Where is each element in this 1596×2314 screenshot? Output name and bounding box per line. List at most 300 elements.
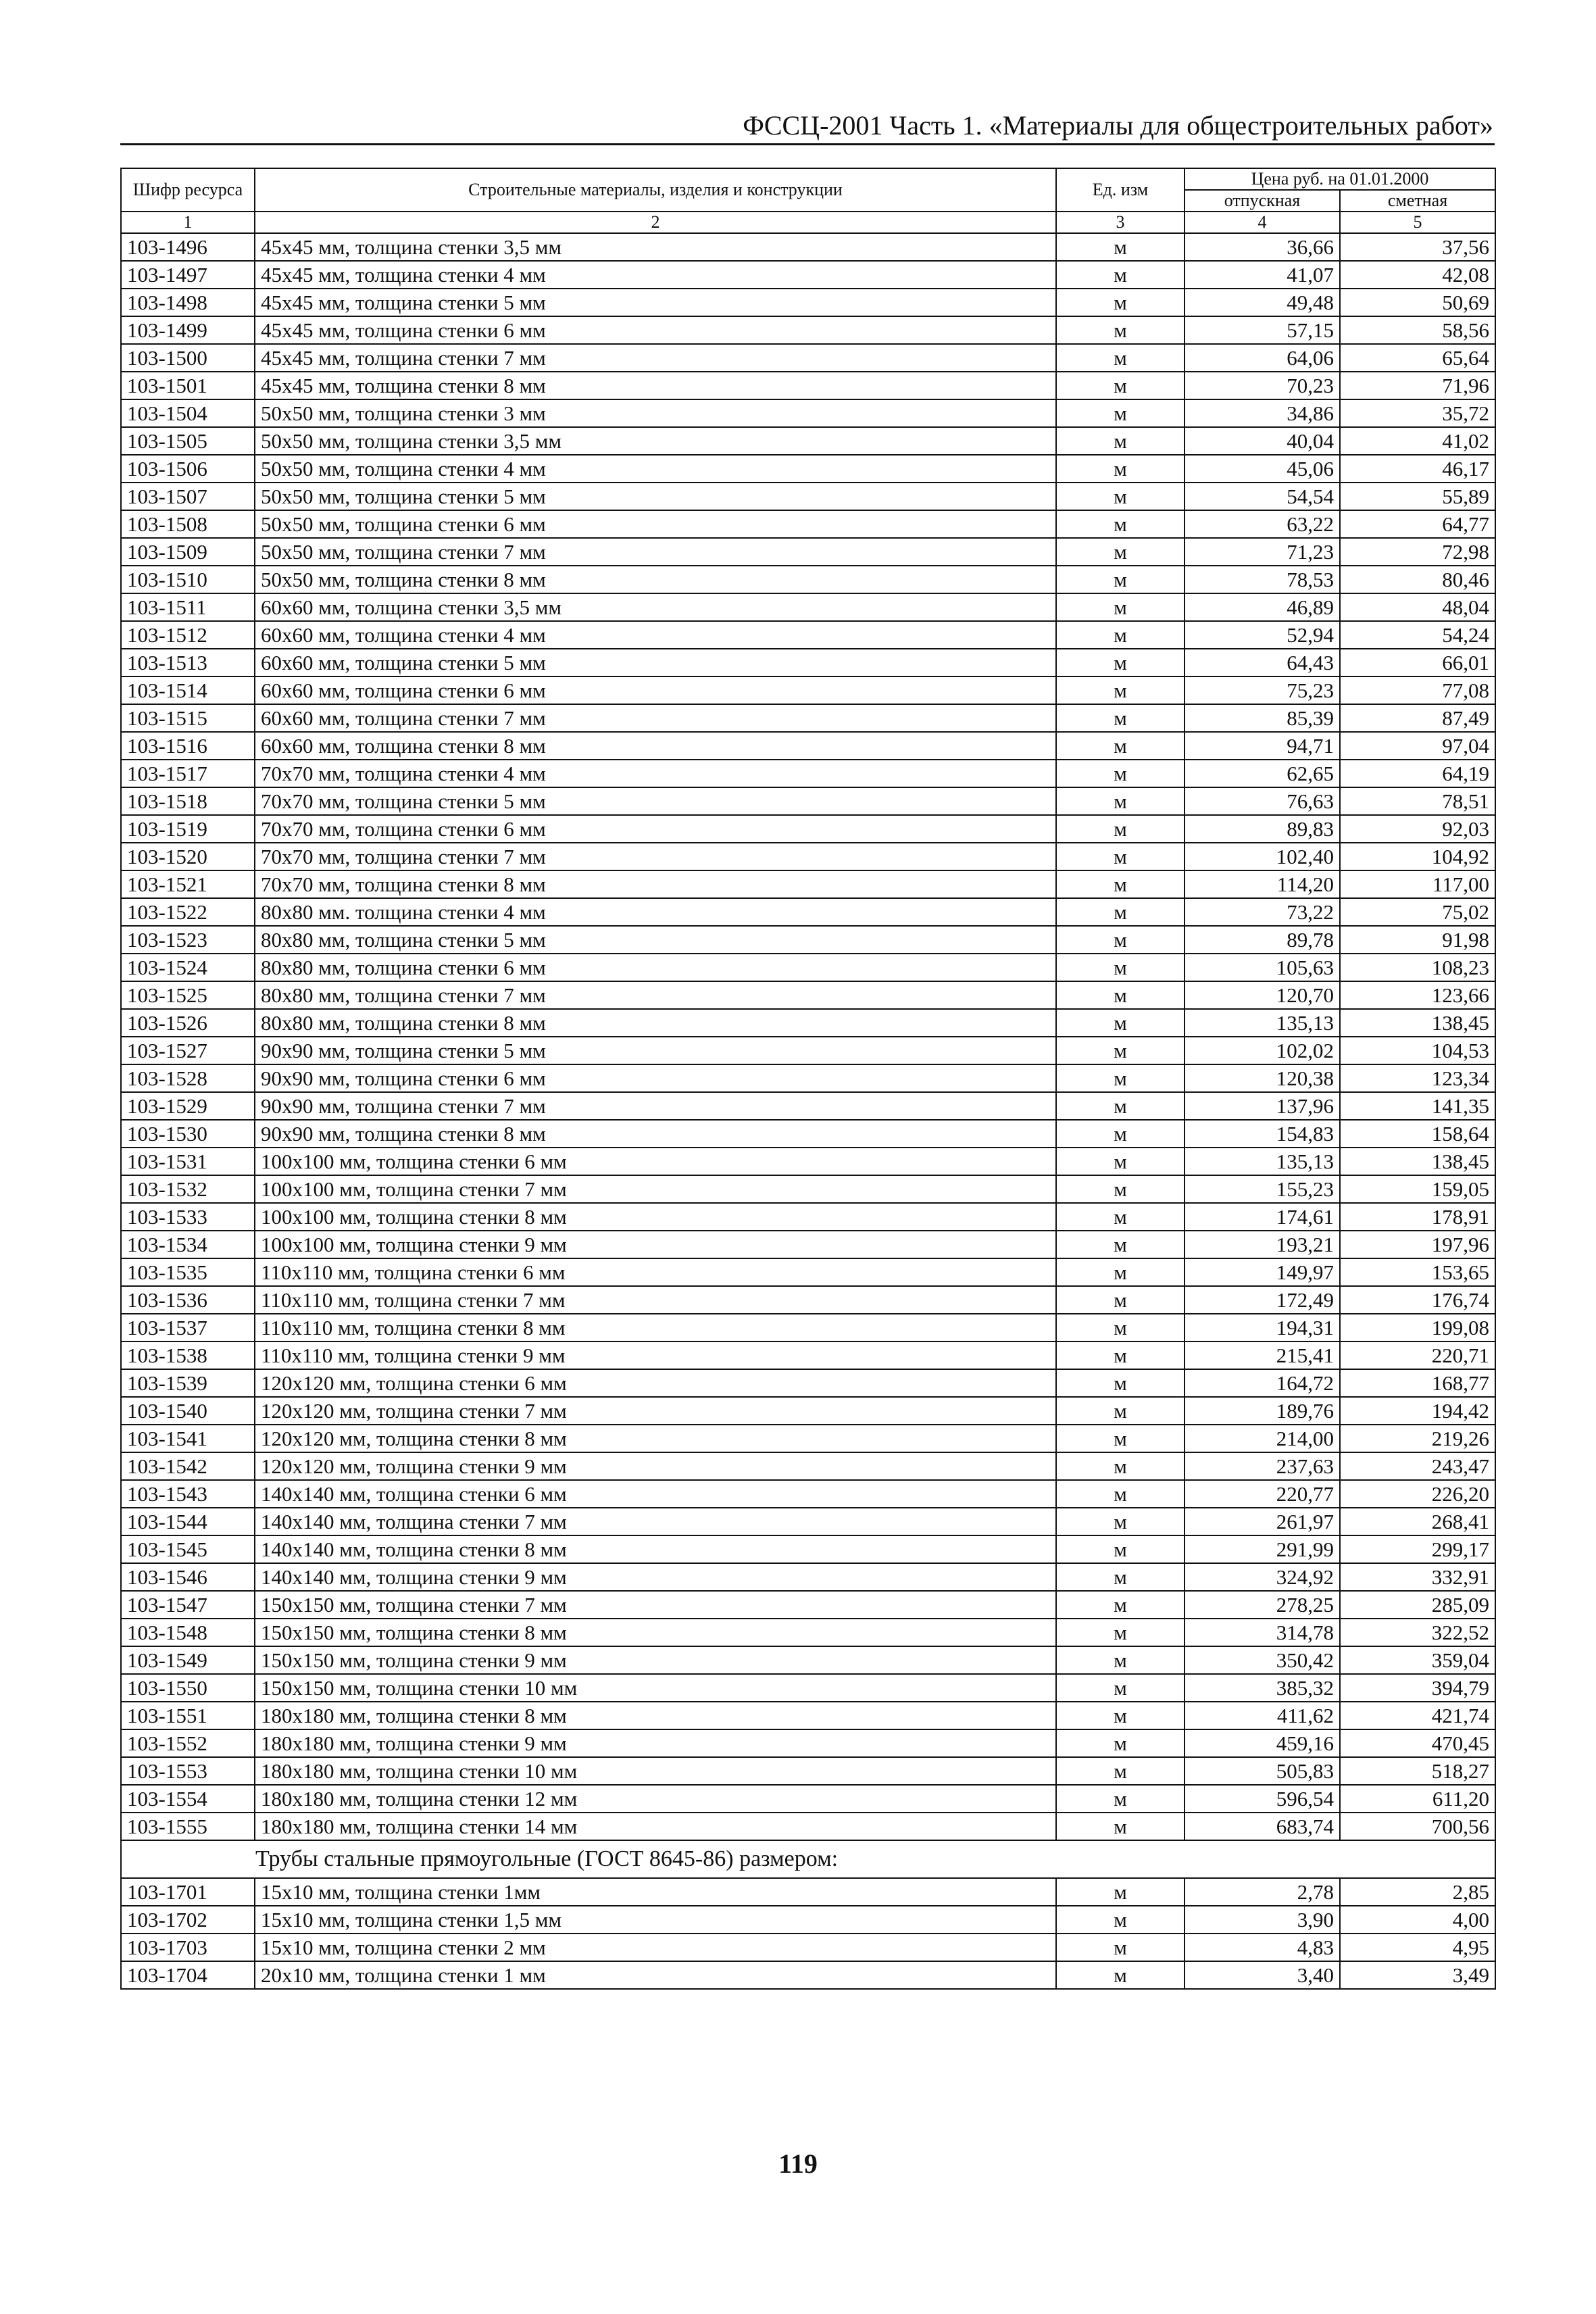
table-row	[121, 399, 1495, 427]
unit-cell: м	[1056, 1175, 1184, 1203]
release-price-cell: 46,89	[1184, 593, 1340, 621]
material-name-cell: 15x10 мм, толщина стенки 1,5 мм	[255, 1906, 1056, 1934]
release-price-cell: 105,63	[1184, 954, 1340, 981]
material-name-cell: 80x80 мм, толщина стенки 5 мм	[255, 926, 1056, 954]
unit-cell: м	[1056, 1231, 1184, 1258]
material-name-cell: 110x110 мм, толщина стенки 8 мм	[255, 1314, 1056, 1341]
table-row	[121, 1934, 1495, 1961]
estimate-price-cell: 168,77	[1340, 1369, 1495, 1397]
table-row	[121, 1120, 1495, 1148]
table-row	[121, 593, 1495, 621]
estimate-price-cell: 332,91	[1340, 1563, 1495, 1591]
material-name-cell: 100x100 мм, толщина стенки 6 мм	[255, 1148, 1056, 1175]
material-name-cell: 120x120 мм, толщина стенки 8 мм	[255, 1425, 1056, 1452]
material-name-cell: 60x60 мм, толщина стенки 4 мм	[255, 621, 1056, 649]
table-row	[121, 344, 1495, 372]
table-row	[121, 1203, 1495, 1231]
release-price-cell: 85,39	[1184, 704, 1340, 732]
release-price-cell: 314,78	[1184, 1619, 1340, 1646]
unit-cell: м	[1056, 1148, 1184, 1175]
resource-code-cell: 103-1546	[121, 1563, 255, 1591]
unit-cell: м	[1056, 704, 1184, 732]
material-name-cell: 80x80 мм. толщина стенки 4 мм	[255, 898, 1056, 926]
material-name-cell: 80x80 мм, толщина стенки 6 мм	[255, 954, 1056, 981]
estimate-price-cell: 58,56	[1340, 316, 1495, 344]
header-release-price: отпускная	[1184, 190, 1340, 212]
material-name-cell: 70x70 мм, толщина стенки 6 мм	[255, 815, 1056, 843]
table-row	[121, 1009, 1495, 1037]
unit-cell: м	[1056, 1535, 1184, 1563]
material-name-cell: 100x100 мм, толщина стенки 7 мм	[255, 1175, 1056, 1203]
unit-cell: м	[1056, 538, 1184, 566]
release-price-cell: 683,74	[1184, 1813, 1340, 1840]
table-row	[121, 483, 1495, 510]
unit-cell: м	[1056, 1646, 1184, 1674]
resource-code-cell: 103-1510	[121, 566, 255, 593]
material-name-cell: 50x50 мм, толщина стенки 3 мм	[255, 399, 1056, 427]
resource-code-cell: 103-1531	[121, 1148, 255, 1175]
price-table-body-square	[121, 233, 1495, 1840]
estimate-price-cell: 66,01	[1340, 649, 1495, 676]
resource-code-cell: 103-1527	[121, 1037, 255, 1064]
release-price-cell: 324,92	[1184, 1563, 1340, 1591]
material-name-cell: 120x120 мм, толщина стенки 6 мм	[255, 1369, 1056, 1397]
table-row	[121, 1535, 1495, 1563]
header-estimate-price: сметная	[1340, 190, 1495, 212]
release-price-cell: 291,99	[1184, 1535, 1340, 1563]
unit-cell: м	[1056, 261, 1184, 289]
table-row	[121, 1341, 1495, 1369]
table-row	[121, 538, 1495, 566]
estimate-price-cell: 3,49	[1340, 1961, 1495, 1989]
estimate-price-cell: 285,09	[1340, 1591, 1495, 1619]
estimate-price-cell: 64,77	[1340, 510, 1495, 538]
material-name-cell: 70x70 мм, толщина стенки 8 мм	[255, 870, 1056, 898]
table-row	[121, 1425, 1495, 1452]
release-price-cell: 172,49	[1184, 1286, 1340, 1314]
unit-cell: м	[1056, 898, 1184, 926]
material-name-cell: 100x100 мм, толщина стенки 9 мм	[255, 1231, 1056, 1258]
table-row	[121, 787, 1495, 815]
estimate-price-cell: 46,17	[1340, 455, 1495, 483]
material-name-cell: 90x90 мм, толщина стенки 5 мм	[255, 1037, 1056, 1064]
resource-code-cell: 103-1552	[121, 1729, 255, 1757]
release-price-cell: 2,78	[1184, 1878, 1340, 1906]
unit-cell: м	[1056, 1480, 1184, 1508]
estimate-price-cell: 2,85	[1340, 1878, 1495, 1906]
material-name-cell: 50x50 мм, толщина стенки 6 мм	[255, 510, 1056, 538]
unit-cell: м	[1056, 870, 1184, 898]
table-row	[121, 510, 1495, 538]
release-price-cell: 41,07	[1184, 261, 1340, 289]
material-name-cell: 50x50 мм, толщина стенки 8 мм	[255, 566, 1056, 593]
estimate-price-cell: 55,89	[1340, 483, 1495, 510]
estimate-price-cell: 4,00	[1340, 1906, 1495, 1934]
material-name-cell: 45x45 мм, толщина стенки 8 мм	[255, 372, 1056, 399]
resource-code-cell: 103-1532	[121, 1175, 255, 1203]
table-row	[121, 1563, 1495, 1591]
release-price-cell: 459,16	[1184, 1729, 1340, 1757]
resource-code-cell: 103-1549	[121, 1646, 255, 1674]
estimate-price-cell: 194,42	[1340, 1397, 1495, 1425]
header-price-group: Цена руб. на 01.01.2000	[1184, 168, 1495, 190]
resource-code-cell: 103-1540	[121, 1397, 255, 1425]
material-name-cell: 140x140 мм, толщина стенки 6 мм	[255, 1480, 1056, 1508]
unit-cell: м	[1056, 1452, 1184, 1480]
unit-cell: м	[1056, 566, 1184, 593]
material-name-cell: 110x110 мм, толщина стенки 6 мм	[255, 1258, 1056, 1286]
table-row	[121, 1813, 1495, 1840]
table-row	[121, 676, 1495, 704]
unit-cell: м	[1056, 815, 1184, 843]
table-row	[121, 1314, 1495, 1341]
unit-cell: м	[1056, 1425, 1184, 1452]
material-name-cell: 50x50 мм, толщина стенки 3,5 мм	[255, 427, 1056, 455]
release-price-cell: 137,96	[1184, 1092, 1340, 1120]
unit-cell: м	[1056, 649, 1184, 676]
resource-code-cell: 103-1514	[121, 676, 255, 704]
estimate-price-cell: 35,72	[1340, 399, 1495, 427]
estimate-price-cell: 104,92	[1340, 843, 1495, 870]
material-name-cell: 60x60 мм, толщина стенки 5 мм	[255, 649, 1056, 676]
unit-cell: м	[1056, 233, 1184, 261]
resource-code-cell: 103-1551	[121, 1702, 255, 1729]
unit-cell: м	[1056, 1563, 1184, 1591]
table-row	[121, 289, 1495, 316]
resource-code-cell: 103-1498	[121, 289, 255, 316]
table-row	[121, 1729, 1495, 1757]
release-price-cell: 40,04	[1184, 427, 1340, 455]
estimate-price-cell: 243,47	[1340, 1452, 1495, 1480]
release-price-cell: 193,21	[1184, 1231, 1340, 1258]
resource-code-cell: 103-1513	[121, 649, 255, 676]
material-name-cell: 80x80 мм, толщина стенки 7 мм	[255, 981, 1056, 1009]
material-name-cell: 50x50 мм, толщина стенки 5 мм	[255, 483, 1056, 510]
resource-code-cell: 103-1537	[121, 1314, 255, 1341]
table-row	[121, 981, 1495, 1009]
release-price-cell: 78,53	[1184, 566, 1340, 593]
resource-code-cell: 103-1529	[121, 1092, 255, 1120]
estimate-price-cell: 141,35	[1340, 1092, 1495, 1120]
material-name-cell: 140x140 мм, толщина стенки 8 мм	[255, 1535, 1056, 1563]
unit-cell: м	[1056, 1674, 1184, 1702]
column-number: 2	[255, 212, 1056, 233]
estimate-price-cell: 299,17	[1340, 1535, 1495, 1563]
table-row	[121, 1961, 1495, 1989]
resource-code-cell: 103-1701	[121, 1878, 255, 1906]
estimate-price-cell: 138,45	[1340, 1148, 1495, 1175]
price-table-body-rectangular	[121, 1878, 1495, 1989]
unit-cell: м	[1056, 1341, 1184, 1369]
release-price-cell: 114,20	[1184, 870, 1340, 898]
column-number: 1	[121, 212, 255, 233]
release-price-cell: 70,23	[1184, 372, 1340, 399]
estimate-price-cell: 72,98	[1340, 538, 1495, 566]
unit-cell: м	[1056, 1619, 1184, 1646]
release-price-cell: 57,15	[1184, 316, 1340, 344]
header-divider	[120, 143, 1495, 145]
table-row	[121, 566, 1495, 593]
release-price-cell: 220,77	[1184, 1480, 1340, 1508]
material-name-cell: 180x180 мм, толщина стенки 12 мм	[255, 1785, 1056, 1813]
release-price-cell: 135,13	[1184, 1009, 1340, 1037]
estimate-price-cell: 77,08	[1340, 676, 1495, 704]
resource-code-cell: 103-1521	[121, 870, 255, 898]
release-price-cell: 4,83	[1184, 1934, 1340, 1961]
unit-cell: м	[1056, 1369, 1184, 1397]
release-price-cell: 52,94	[1184, 621, 1340, 649]
release-price-cell: 135,13	[1184, 1148, 1340, 1175]
material-name-cell: 20x10 мм, толщина стенки 1 мм	[255, 1961, 1056, 1989]
release-price-cell: 278,25	[1184, 1591, 1340, 1619]
release-price-cell: 63,22	[1184, 510, 1340, 538]
table-row	[121, 1508, 1495, 1535]
material-name-cell: 150x150 мм, толщина стенки 9 мм	[255, 1646, 1056, 1674]
estimate-price-cell: 159,05	[1340, 1175, 1495, 1203]
table-row	[121, 1064, 1495, 1092]
resource-code-cell: 103-1530	[121, 1120, 255, 1148]
estimate-price-cell: 700,56	[1340, 1813, 1495, 1840]
release-price-cell: 102,40	[1184, 843, 1340, 870]
resource-code-cell: 103-1554	[121, 1785, 255, 1813]
table-row	[121, 1619, 1495, 1646]
resource-code-cell: 103-1524	[121, 954, 255, 981]
material-name-cell: 45x45 мм, толщина стенки 6 мм	[255, 316, 1056, 344]
resource-code-cell: 103-1520	[121, 843, 255, 870]
estimate-price-cell: 75,02	[1340, 898, 1495, 926]
resource-code-cell: 103-1535	[121, 1258, 255, 1286]
material-name-cell: 110x110 мм, толщина стенки 9 мм	[255, 1341, 1056, 1369]
estimate-price-cell: 37,56	[1340, 233, 1495, 261]
resource-code-cell: 103-1538	[121, 1341, 255, 1369]
table-row	[121, 1258, 1495, 1286]
estimate-price-cell: 138,45	[1340, 1009, 1495, 1037]
material-name-cell: 180x180 мм, толщина стенки 8 мм	[255, 1702, 1056, 1729]
material-name-cell: 120x120 мм, толщина стенки 9 мм	[255, 1452, 1056, 1480]
estimate-price-cell: 268,41	[1340, 1508, 1495, 1535]
resource-code-cell: 103-1505	[121, 427, 255, 455]
release-price-cell: 194,31	[1184, 1314, 1340, 1341]
material-name-cell: 180x180 мм, толщина стенки 9 мм	[255, 1729, 1056, 1757]
table-row	[121, 455, 1495, 483]
header-unit: Ед. изм	[1056, 168, 1184, 212]
material-name-cell: 45x45 мм, толщина стенки 7 мм	[255, 344, 1056, 372]
estimate-price-cell: 359,04	[1340, 1646, 1495, 1674]
unit-cell: м	[1056, 926, 1184, 954]
material-name-cell: 120x120 мм, толщина стенки 7 мм	[255, 1397, 1056, 1425]
unit-cell: м	[1056, 1934, 1184, 1961]
unit-cell: м	[1056, 760, 1184, 787]
resource-code-cell: 103-1515	[121, 704, 255, 732]
table-row	[121, 1092, 1495, 1120]
resource-code-cell: 103-1506	[121, 455, 255, 483]
unit-cell: м	[1056, 676, 1184, 704]
table-row	[121, 1906, 1495, 1934]
table-row	[121, 1878, 1495, 1906]
release-price-cell: 62,65	[1184, 760, 1340, 787]
material-name-cell: 45x45 мм, толщина стенки 3,5 мм	[255, 233, 1056, 261]
material-name-cell: 60x60 мм, толщина стенки 7 мм	[255, 704, 1056, 732]
estimate-price-cell: 97,04	[1340, 732, 1495, 760]
estimate-price-cell: 394,79	[1340, 1674, 1495, 1702]
table-row	[121, 926, 1495, 954]
table-row	[121, 1785, 1495, 1813]
resource-code-cell: 103-1525	[121, 981, 255, 1009]
unit-cell: м	[1056, 787, 1184, 815]
unit-cell: м	[1056, 1203, 1184, 1231]
resource-code-cell: 103-1704	[121, 1961, 255, 1989]
estimate-price-cell: 41,02	[1340, 427, 1495, 455]
material-name-cell: 70x70 мм, толщина стенки 7 мм	[255, 843, 1056, 870]
resource-code-cell: 103-1534	[121, 1231, 255, 1258]
estimate-price-cell: 91,98	[1340, 926, 1495, 954]
estimate-price-cell: 178,91	[1340, 1203, 1495, 1231]
estimate-price-cell: 158,64	[1340, 1120, 1495, 1148]
resource-code-cell: 103-1553	[121, 1757, 255, 1785]
table-row	[121, 1702, 1495, 1729]
table-row	[121, 1591, 1495, 1619]
release-price-cell: 350,42	[1184, 1646, 1340, 1674]
table-row	[121, 1674, 1495, 1702]
release-price-cell: 120,70	[1184, 981, 1340, 1009]
unit-cell: м	[1056, 1092, 1184, 1120]
unit-cell: м	[1056, 1878, 1184, 1906]
unit-cell: м	[1056, 316, 1184, 344]
header-code: Шифр ресурса	[121, 168, 255, 212]
release-price-cell: 71,23	[1184, 538, 1340, 566]
unit-cell: м	[1056, 289, 1184, 316]
resource-code-cell: 103-1519	[121, 815, 255, 843]
release-price-cell: 411,62	[1184, 1702, 1340, 1729]
resource-code-cell: 103-1528	[121, 1064, 255, 1092]
estimate-price-cell: 219,26	[1340, 1425, 1495, 1452]
material-name-cell: 150x150 мм, толщина стенки 8 мм	[255, 1619, 1056, 1646]
estimate-price-cell: 220,71	[1340, 1341, 1495, 1369]
unit-cell: м	[1056, 427, 1184, 455]
estimate-price-cell: 199,08	[1340, 1314, 1495, 1341]
table-row	[121, 233, 1495, 261]
resource-code-cell: 103-1541	[121, 1425, 255, 1452]
material-name-cell: 180x180 мм, толщина стенки 10 мм	[255, 1757, 1056, 1785]
material-name-cell: 50x50 мм, толщина стенки 7 мм	[255, 538, 1056, 566]
estimate-price-cell: 48,04	[1340, 593, 1495, 621]
release-price-cell: 215,41	[1184, 1341, 1340, 1369]
material-name-cell: 90x90 мм, толщина стенки 7 мм	[255, 1092, 1056, 1120]
unit-cell: м	[1056, 593, 1184, 621]
resource-code-cell: 103-1501	[121, 372, 255, 399]
release-price-cell: 54,54	[1184, 483, 1340, 510]
table-row	[121, 1480, 1495, 1508]
estimate-price-cell: 518,27	[1340, 1757, 1495, 1785]
resource-code-cell: 103-1548	[121, 1619, 255, 1646]
material-name-cell: 150x150 мм, толщина стенки 10 мм	[255, 1674, 1056, 1702]
table-row	[121, 649, 1495, 676]
unit-cell: м	[1056, 732, 1184, 760]
table-row	[121, 316, 1495, 344]
material-name-cell: 90x90 мм, толщина стенки 6 мм	[255, 1064, 1056, 1092]
resource-code-cell: 103-1512	[121, 621, 255, 649]
material-name-cell: 45x45 мм, толщина стенки 4 мм	[255, 261, 1056, 289]
unit-cell: м	[1056, 1286, 1184, 1314]
resource-code-cell: 103-1543	[121, 1480, 255, 1508]
release-price-cell: 149,97	[1184, 1258, 1340, 1286]
estimate-price-cell: 65,64	[1340, 344, 1495, 372]
table-row	[121, 1397, 1495, 1425]
estimate-price-cell: 322,52	[1340, 1619, 1495, 1646]
resource-code-cell: 103-1523	[121, 926, 255, 954]
unit-cell: м	[1056, 1064, 1184, 1092]
unit-cell: м	[1056, 372, 1184, 399]
table-row	[121, 261, 1495, 289]
estimate-price-cell: 4,95	[1340, 1934, 1495, 1961]
material-name-cell: 60x60 мм, толщина стенки 6 мм	[255, 676, 1056, 704]
unit-cell: м	[1056, 344, 1184, 372]
material-name-cell: 15x10 мм, толщина стенки 2 мм	[255, 1934, 1056, 1961]
header-name: Строительные материалы, изделия и конструкции	[255, 168, 1056, 212]
section-title: Трубы стальные прямоугольные (ГОСТ 8645-86) размером:	[121, 1840, 1495, 1878]
table-row	[121, 843, 1495, 870]
resource-code-cell: 103-1500	[121, 344, 255, 372]
price-table-header	[121, 168, 1495, 233]
unit-cell: м	[1056, 1702, 1184, 1729]
material-name-cell: 60x60 мм, толщина стенки 3,5 мм	[255, 593, 1056, 621]
release-price-cell: 155,23	[1184, 1175, 1340, 1203]
resource-code-cell: 103-1536	[121, 1286, 255, 1314]
unit-cell: м	[1056, 1508, 1184, 1535]
estimate-price-cell: 50,69	[1340, 289, 1495, 316]
table-row	[121, 1286, 1495, 1314]
resource-code-cell: 103-1550	[121, 1674, 255, 1702]
unit-cell: м	[1056, 1906, 1184, 1934]
release-price-cell: 385,32	[1184, 1674, 1340, 1702]
column-number: 5	[1340, 212, 1495, 233]
release-price-cell: 75,23	[1184, 676, 1340, 704]
resource-code-cell: 103-1555	[121, 1813, 255, 1840]
material-name-cell: 50x50 мм, толщина стенки 4 мм	[255, 455, 1056, 483]
unit-cell: м	[1056, 399, 1184, 427]
resource-code-cell: 103-1518	[121, 787, 255, 815]
unit-cell: м	[1056, 510, 1184, 538]
estimate-price-cell: 197,96	[1340, 1231, 1495, 1258]
resource-code-cell: 103-1517	[121, 760, 255, 787]
table-row	[121, 372, 1495, 399]
material-name-cell: 45x45 мм, толщина стенки 5 мм	[255, 289, 1056, 316]
table-row	[121, 1231, 1495, 1258]
estimate-price-cell: 42,08	[1340, 261, 1495, 289]
resource-code-cell: 103-1545	[121, 1535, 255, 1563]
unit-cell: м	[1056, 954, 1184, 981]
release-price-cell: 596,54	[1184, 1785, 1340, 1813]
unit-cell: м	[1056, 1009, 1184, 1037]
material-name-cell: 60x60 мм, толщина стенки 8 мм	[255, 732, 1056, 760]
resource-code-cell: 103-1702	[121, 1906, 255, 1934]
table-row	[121, 1148, 1495, 1175]
page-number: 119	[778, 2148, 818, 2179]
release-price-cell: 64,43	[1184, 649, 1340, 676]
page-header-title: ФССЦ-2001 Часть 1. «Материалы для общестроительных работ»	[743, 110, 1493, 141]
release-price-cell: 89,83	[1184, 815, 1340, 843]
release-price-cell: 34,86	[1184, 399, 1340, 427]
resource-code-cell: 103-1516	[121, 732, 255, 760]
estimate-price-cell: 611,20	[1340, 1785, 1495, 1813]
unit-cell: м	[1056, 1757, 1184, 1785]
release-price-cell: 214,00	[1184, 1425, 1340, 1452]
price-table	[120, 168, 1496, 1990]
unit-cell: м	[1056, 981, 1184, 1009]
material-name-cell: 110x110 мм, толщина стенки 7 мм	[255, 1286, 1056, 1314]
resource-code-cell: 103-1526	[121, 1009, 255, 1037]
unit-cell: м	[1056, 483, 1184, 510]
